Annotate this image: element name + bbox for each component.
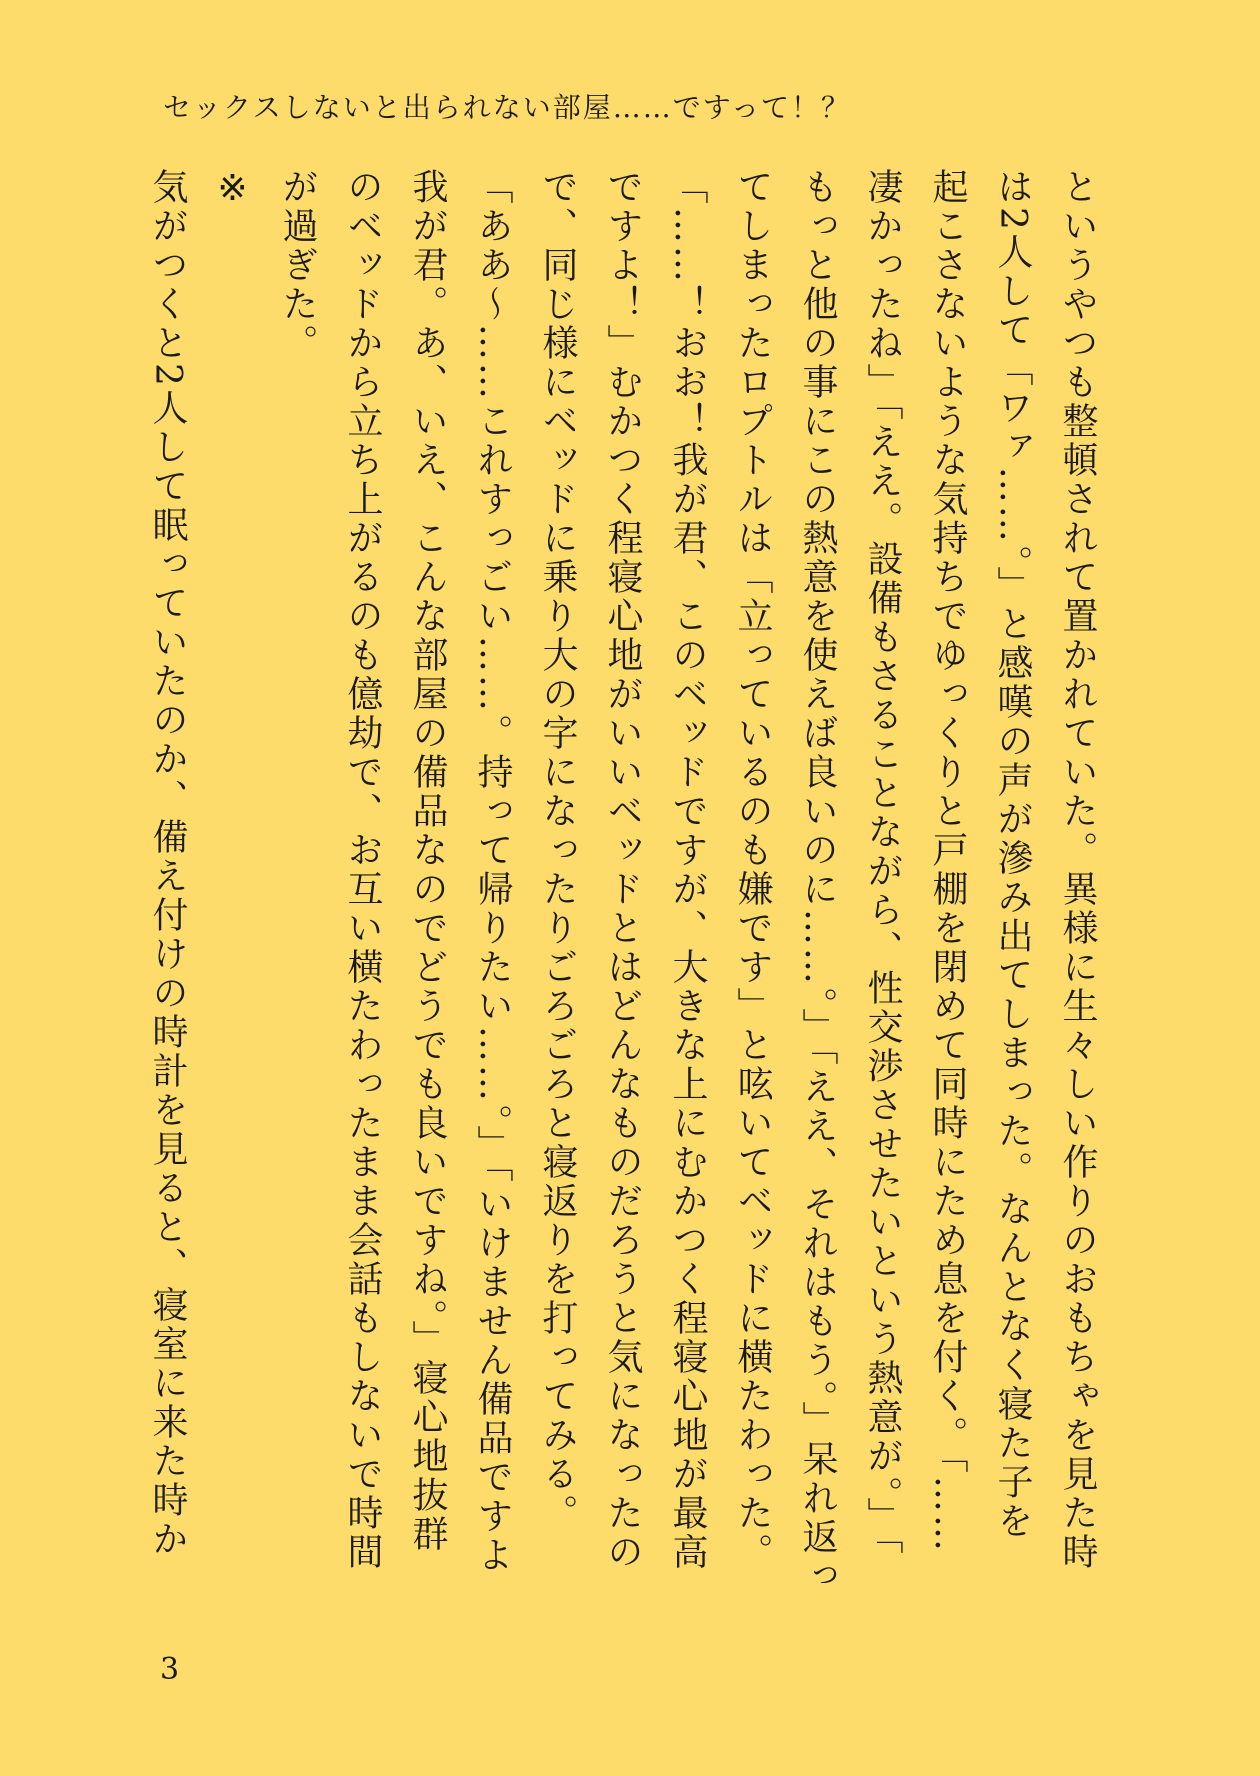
text-column: もっと他の事にこの熱意を使えば良いのに……。」「ええ、それはもう。」呆れ返っ <box>797 168 838 1596</box>
text-column: ですよ！」むかつく程寝心地がいいベッドとはどんなものだろうと気になったの <box>602 168 643 1572</box>
text-column: 起こさないような気持ちでゆっくりと戸棚を閉めて同時にため息を付く。「…… <box>927 168 968 1554</box>
text-column: は2人して「ワァ……。」と感嘆の声が滲み出てしまった。なんとなく寝た子を <box>992 168 1033 1541</box>
text-column: 我が君。あ、いえ、こんな部屋の備品なのでどうでも良いですね。」寝心地抜群 <box>407 168 448 1554</box>
text-column: というやつも整頓されて置かれていた。異様に生々しい作りのおもちゃを見た時 <box>1057 168 1098 1572</box>
text-column: 「ああ〜……これすっごい……。持って帰りたい……。」「いけません備品ですよ <box>472 168 513 1575</box>
text-column: のベッドから立ち上がるのも億劫で、お互い横たわったまま会話もしないで時間 <box>342 168 383 1572</box>
text-column: てしまったロプトルは「立っているのも嫌です」と呟いてベッドに横たわった。 <box>732 168 773 1572</box>
text-column: 「……！おお！我が君、このベッドですが、大きな上にむかつく程寝心地が最高 <box>667 168 708 1572</box>
text-column: 気がつくと2人して眠っていたのか、備え付けの時計を見ると、寝室に来た時か <box>147 168 188 1559</box>
scene-break-mark: ※ <box>212 168 253 212</box>
page-number: 3 <box>160 1652 180 1687</box>
text-column: が過ぎた。 <box>277 168 318 363</box>
text-column: 凄かったね」「ええ。設備もさることながら、性交渉させたいという熱意が。」「 <box>862 168 903 1557</box>
text-column: で、同じ様にベッドに乗り大の字になったりごろごろと寝返りを打ってみる。 <box>537 168 578 1533</box>
vertical-body-text <box>135 168 1110 1596</box>
running-title: セックスしないと出られない部屋……ですって！？ <box>163 91 852 124</box>
